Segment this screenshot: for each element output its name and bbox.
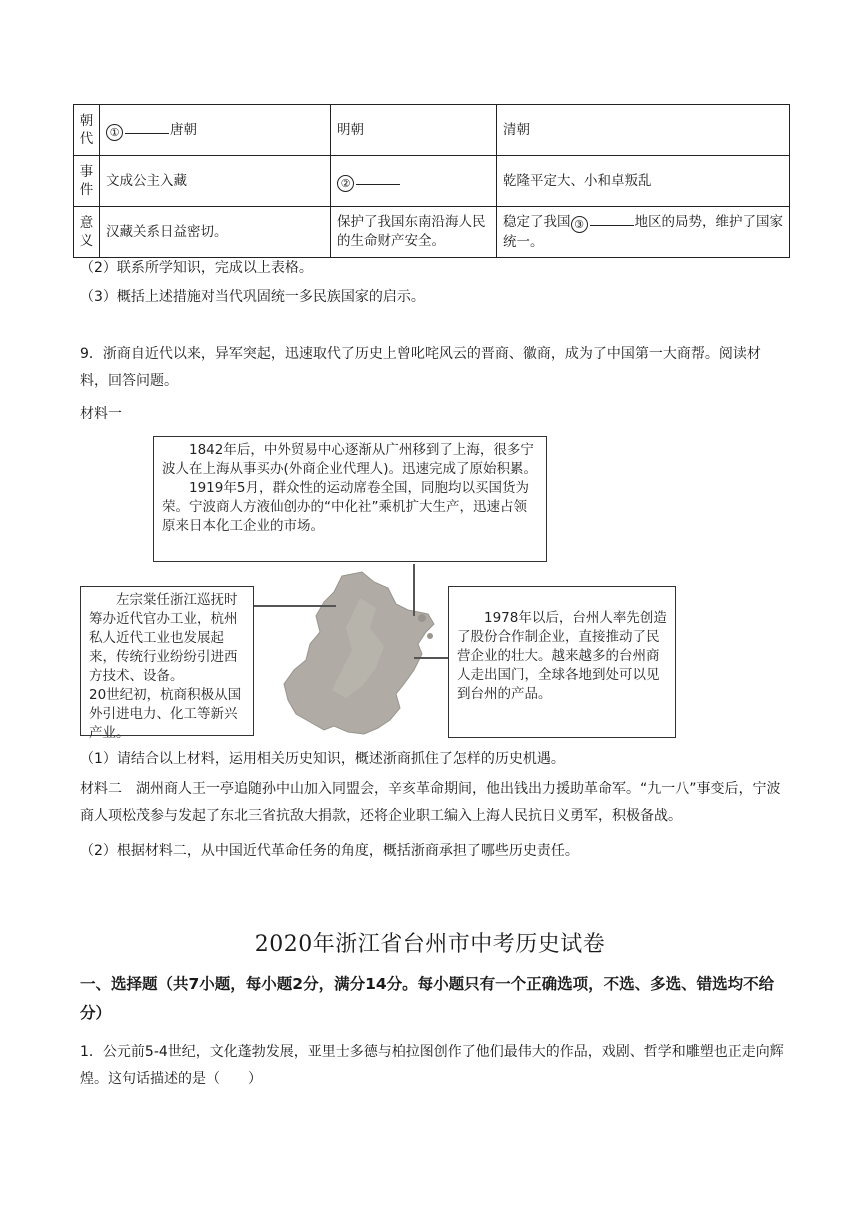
question-1: 1．公元前5-4世纪，文化蓬勃发展，亚里士多德与柏拉图创作了他们最伟大的作品，戏剧、哲学和雕塑也正走向辉煌。这句话描述的是（ ）	[80, 1044, 784, 1087]
q8-sub3: （3）概括上述措施对当代巩固统一多民族国家的启示。	[80, 289, 425, 305]
box-paragraph: 1978年以后，台州人率先创造了股份合作制企业，直接推动了民营企业的壮大。越来越多的台州商人走出国门，全球各地到处可以见到台州的产品。	[457, 610, 667, 702]
zhejiang-map-icon	[250, 558, 450, 748]
table-cell: 乾隆平定大、小和卓叛乱	[497, 156, 790, 207]
table-cell: 汉藏关系日益密切。	[100, 207, 331, 258]
row-header: 事件	[74, 156, 100, 207]
history-table	[73, 104, 790, 258]
table-cell	[100, 105, 331, 156]
table-row	[74, 207, 790, 258]
box-paragraph: 左宗棠任浙江巡抚时筹办近代官办工业，杭州私人近代工业也发展起来，传统行业纷纷引进西方技术、设备。	[89, 592, 238, 684]
q9-sub2: （2）根据材料二，从中国近代革命任务的角度，概括浙商承担了哪些历史责任。	[80, 843, 579, 859]
cell-text: 稳定了我国	[503, 214, 571, 230]
box-paragraph: 1919年5月，群众性的运动席卷全国，同胞均以买国货为荣。宁波商人方液仙创办的“中化社”乘机扩大生产，迅速占领原来日本化工企业的市场。	[162, 480, 529, 534]
row-header: 意义	[74, 207, 100, 258]
circled-number: ③	[571, 216, 588, 233]
table-cell: 清朝	[497, 105, 790, 156]
material-box-left	[80, 586, 254, 741]
material-box-right	[448, 586, 676, 738]
box-paragraph: 1842年后，中外贸易中心逐渐从广州移到了上海，很多宁波人在上海从事买办(外商企业代理人)。迅速完成了原始积累。	[162, 442, 538, 477]
circled-number: ②	[337, 175, 354, 192]
answer-blank[interactable]	[356, 171, 400, 185]
box-paragraph: 20世纪初，杭商积极从国外引进电力、化工等新兴产业。	[89, 687, 242, 741]
q9-intro: 9．浙商自近代以来，异军突起，迅速取代了历史上曾叱咤风云的晋商、徽商，成为了中国第一大商帮。阅读材料，回答问题。	[80, 346, 761, 389]
table-cell	[497, 207, 790, 258]
table-row	[74, 105, 790, 156]
material1-label: 材料一	[80, 406, 122, 422]
answer-blank[interactable]	[590, 212, 634, 226]
cell-text: 地区的局势，维护了国家统一。	[503, 214, 783, 250]
answer-blank[interactable]	[125, 120, 169, 134]
material-box-top	[153, 436, 547, 562]
material2: 材料二 湖州商人王一亭追随孙中山加入同盟会，辛亥革命期间，他出钱出力援助革命军。“九一八”事变后，宁波商人项松茂参与发起了东北三省抗敌大捐款，还将企业职工编入上海人民抗日义勇军，积极备战。	[80, 781, 781, 824]
table-cell	[331, 156, 497, 207]
section-heading: 一、选择题（共7小题，每小题2分，满分14分。每小题只有一个正确选项，不选、多选、错选均不给分）	[80, 975, 775, 1022]
table-row	[74, 156, 790, 207]
table-cell: 明朝	[331, 105, 497, 156]
q9-sub1: （1）请结合以上材料，运用相关历史知识，概述浙商抓住了怎样的历史机遇。	[80, 751, 565, 767]
exam-title: 2020年浙江省台州市中考历史试卷	[254, 932, 606, 957]
cell-text: 唐朝	[170, 121, 197, 138]
row-header: 朝代	[74, 105, 100, 156]
q8-sub2: （2）联系所学知识，完成以上表格。	[80, 260, 313, 276]
table-cell: 文成公主入藏	[100, 156, 331, 207]
circled-number: ①	[106, 124, 123, 141]
table-cell: 保护了我国东南沿海人民的生命财产安全。	[331, 207, 497, 258]
